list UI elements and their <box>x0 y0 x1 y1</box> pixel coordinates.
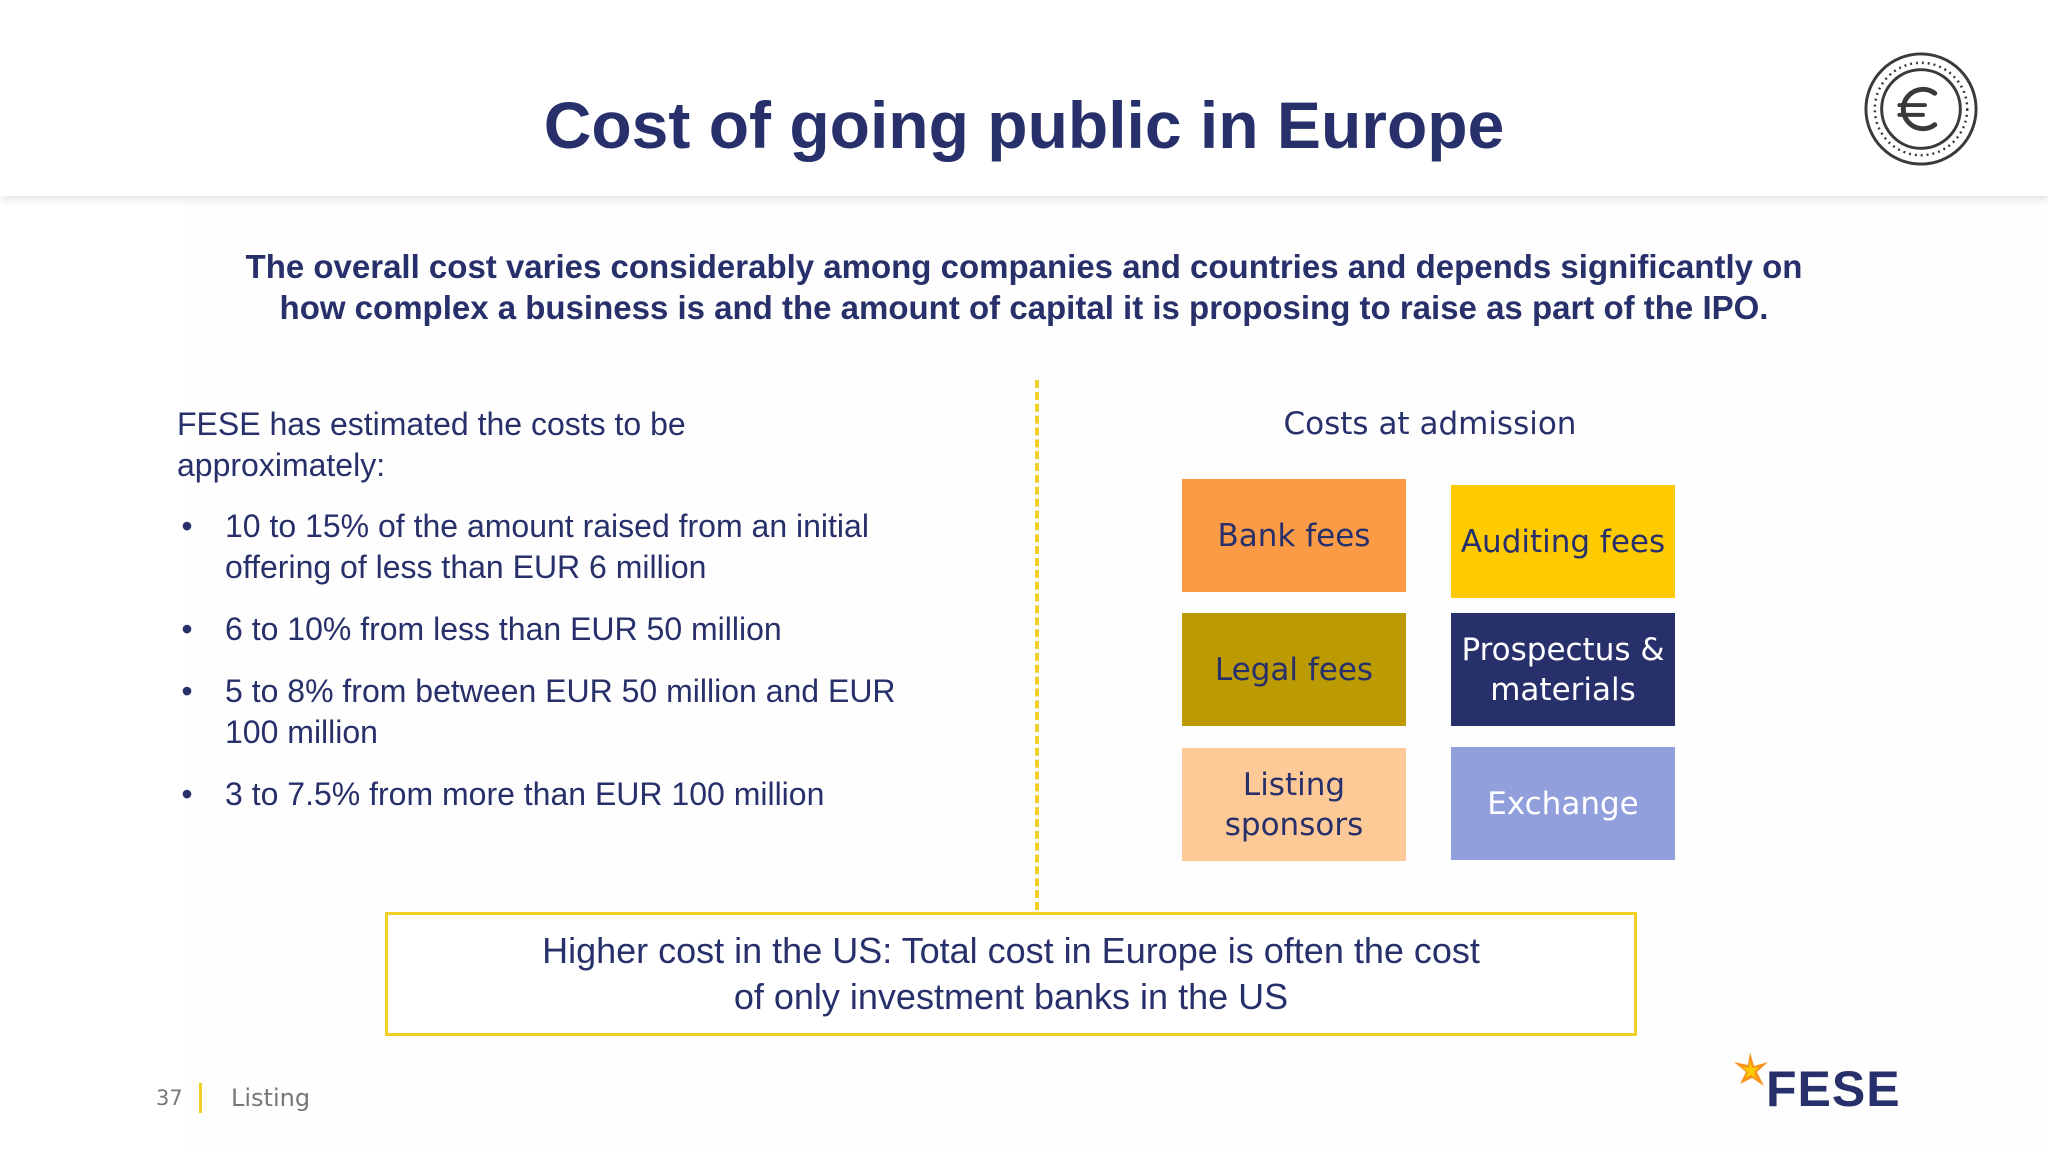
costs-heading: Costs at admission <box>1283 406 1577 442</box>
list-item <box>177 671 897 753</box>
header-bar <box>0 0 2048 196</box>
note-text: Higher cost in the US: Total cost in Europe is often the cost of only investment banks in the US <box>542 930 1480 1017</box>
list-item <box>177 506 897 588</box>
logo-text: FESE <box>1766 1061 1901 1117</box>
cost-box-prospectus-materials <box>1451 613 1675 726</box>
intro-text: FESE has estimated the costs to be approximately: <box>177 406 686 483</box>
cost-box-auditing-fees <box>1451 485 1675 598</box>
footer-section-label: Listing <box>231 1084 311 1112</box>
bullet-icon: • <box>181 508 193 544</box>
fese-logo <box>1728 1050 1918 1118</box>
cost-box-listing-sponsors <box>1182 748 1406 861</box>
list-item-text: 5 to 8% from between EUR 50 million and EUR 100 million <box>225 673 896 750</box>
bullet-icon: • <box>181 776 193 812</box>
bullet-icon: • <box>181 611 193 647</box>
page-title: Cost of going public in Europe <box>543 88 1505 162</box>
list-item-text: 3 to 7.5% from more than EUR 100 million <box>225 776 825 812</box>
cost-box-label: Auditing fees <box>1460 523 1666 560</box>
list-item <box>177 609 897 650</box>
page-number: 37 <box>156 1086 183 1110</box>
subtitle-line: The overall cost varies considerably among companies and countries and depends significantly on <box>245 248 1803 285</box>
list-item-text: 6 to 10% from less than EUR 50 million <box>225 611 782 647</box>
list-item-text: 10 to 15% of the amount raised from an initial offering of less than EUR 6 million <box>225 508 869 585</box>
us-cost-note <box>385 912 1637 1036</box>
footer-separator <box>199 1083 202 1113</box>
cost-box-exchange <box>1451 747 1675 860</box>
cost-box-legal-fees <box>1182 613 1406 726</box>
cost-box-bank-fees <box>1182 479 1406 592</box>
euro-coin-icon <box>1862 50 1980 168</box>
subtitle <box>160 246 1888 328</box>
cost-box-label: Legal fees <box>1214 651 1374 688</box>
cost-box-label: Prospectus & materials <box>1461 631 1665 708</box>
cost-box-label: Listing sponsors <box>1224 766 1364 843</box>
bullet-icon: • <box>181 673 193 709</box>
cost-box-label: Exchange <box>1487 785 1639 822</box>
cost-box-label: Bank fees <box>1217 517 1371 554</box>
list-item <box>177 774 897 815</box>
cost-estimate-list <box>177 506 897 836</box>
subtitle-line: how complex a business is and the amount of capital it is proposing to raise as part of the IPO. <box>279 289 1769 326</box>
column-divider <box>1035 380 1039 910</box>
